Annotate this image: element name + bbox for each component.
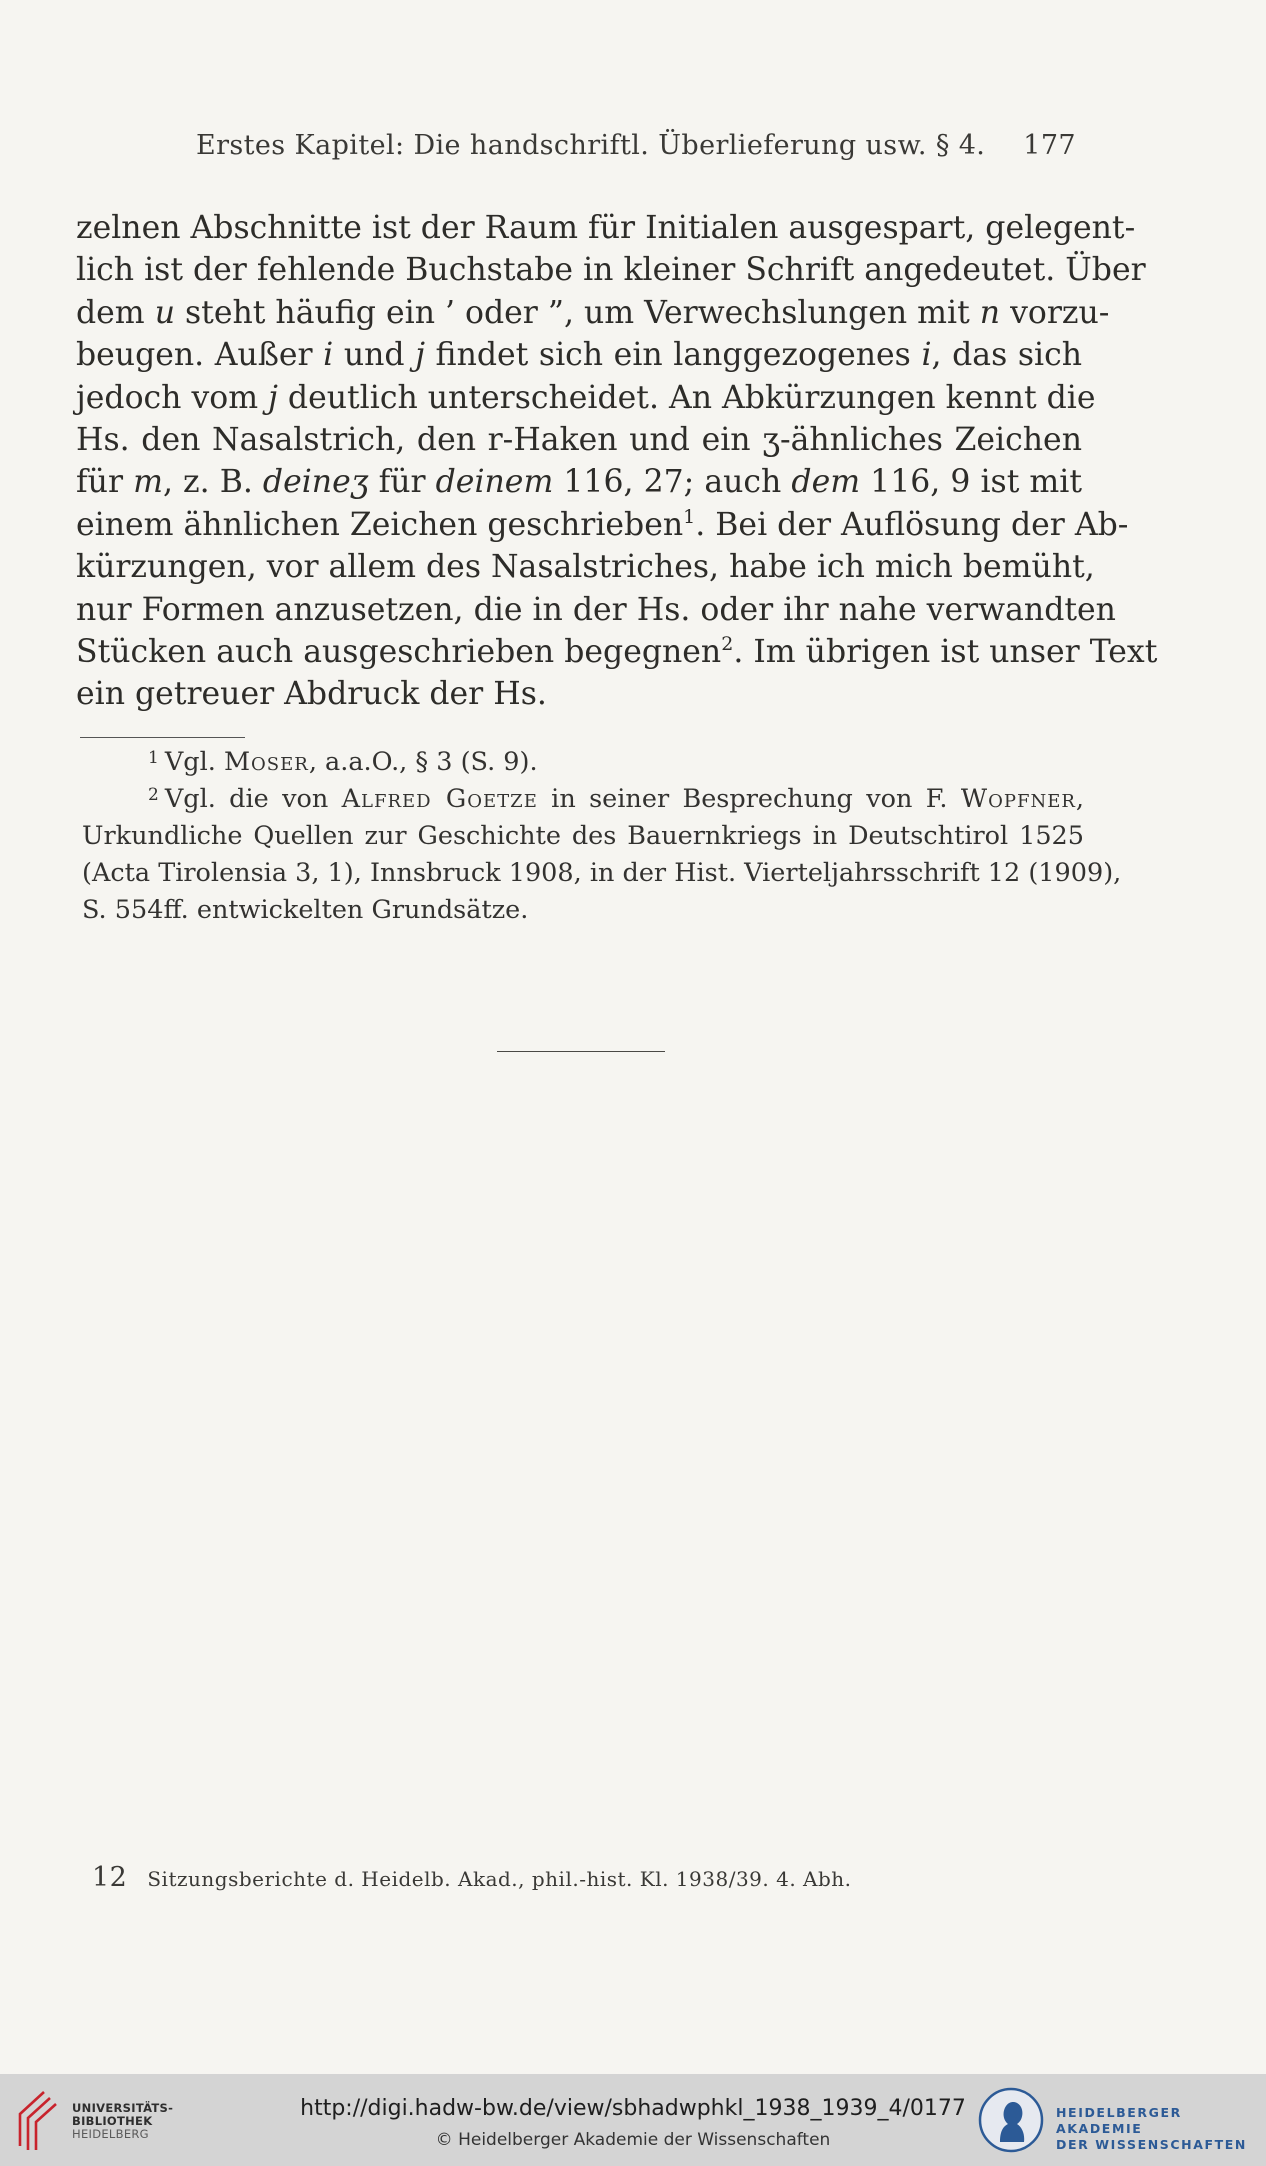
footnote-2-line: (Acta Tirolensia 3, 1), Innsbruck 1908, in der Hist. Vierteljahrsschrift 12 (1909),	[82, 858, 1122, 888]
main-paragraph	[76, 207, 1158, 716]
footnotes	[82, 744, 1122, 929]
page-number: 177	[1023, 130, 1076, 161]
text-line: ein getreuer Abdruck der Hs.	[76, 676, 547, 713]
footnote-1: $^1$ Vgl. Moser, a.a.O., § 3 (S. 9).	[148, 747, 538, 777]
signature-text: Sitzungsberichte d. Heidelb. Akad., phil.-hist. Kl. 1938/39. 4. Abh.	[147, 1867, 852, 1891]
academy-name: HEIDELBERGER AKADEMIE DER WISSENSCHAFTEN	[1056, 2105, 1247, 2152]
footnote-2-line: Urkundliche Quellen zur Geschichte des Bauernkriegs in Deutschtirol 1525	[82, 821, 1084, 851]
text-line: einem ähnlichen Zeichen geschrieben$^1$. Bei der Auflösung der Ab-	[76, 505, 1129, 543]
text-line: lich ist der fehlende Buchstabe in kleiner Schrift angedeutet. Über	[76, 252, 1146, 289]
footnote-ref-2[interactable]: 2	[721, 632, 734, 655]
footnote-2-line: S. 554ff. entwickelten Grundsätze.	[82, 895, 529, 925]
running-head	[196, 130, 1086, 170]
academy-seal-icon[interactable]	[978, 2084, 1044, 2156]
footnote-2: $^2$ Vgl. die von Alfred Goetze in seiner Besprechung von F. Wopfner,	[148, 784, 1084, 814]
university-library-name: UNIVERSITÄTS- BIBLIOTHEK HEIDELBERG	[72, 2101, 174, 2141]
text-line: für m, z. B. deineʒ für deinem 116, 27; auch dem 116, 9 ist mit	[76, 464, 1083, 501]
text-line: kürzungen, vor allem des Nasalstriches, habe ich mich bemüht,	[76, 549, 1095, 586]
viewer-footer	[0, 2074, 1266, 2166]
permalink[interactable]: http://digi.hadw-bw.de/view/sbhadwphkl_1938_1939_4/0177	[300, 2096, 966, 2121]
text-line: jedoch vom j deutlich unterscheidet. An Abkürzungen kennt die	[76, 379, 1096, 416]
chapter-title: Erstes Kapitel: Die handschriftl. Überlieferung usw. § 4.	[196, 130, 986, 161]
text-line: Stücken auch ausgeschrieben begegnen$^2$. Im übrigen ist unser Text	[76, 632, 1158, 670]
signature-number: 12	[92, 1862, 128, 1893]
text-line: beugen. Außer i und j findet sich ein langgezogenes i, das sich	[76, 337, 1083, 374]
text-line: zelnen Abschnitte ist der Raum für Initialen ausgespart, gelegent-	[76, 210, 1136, 246]
footnote-divider	[80, 737, 245, 738]
copyright-notice: © Heidelberger Akademie der Wissenschaften	[435, 2130, 831, 2150]
text-line: dem u steht häufig ein ’ oder ”, um Verwechslungen mit n vorzu-	[76, 294, 1110, 331]
printer-signature	[92, 1862, 852, 1893]
text-line: Hs. den Nasalstrich, den r-Haken und ein ʒ-ähnliches Zeichen	[76, 421, 1082, 458]
section-end-rule	[497, 1051, 665, 1052]
text-line: nur Formen anzusetzen, die in der Hs. oder ihr nahe verwandten	[76, 591, 1116, 628]
footnote-ref-1[interactable]: 1	[683, 505, 696, 528]
